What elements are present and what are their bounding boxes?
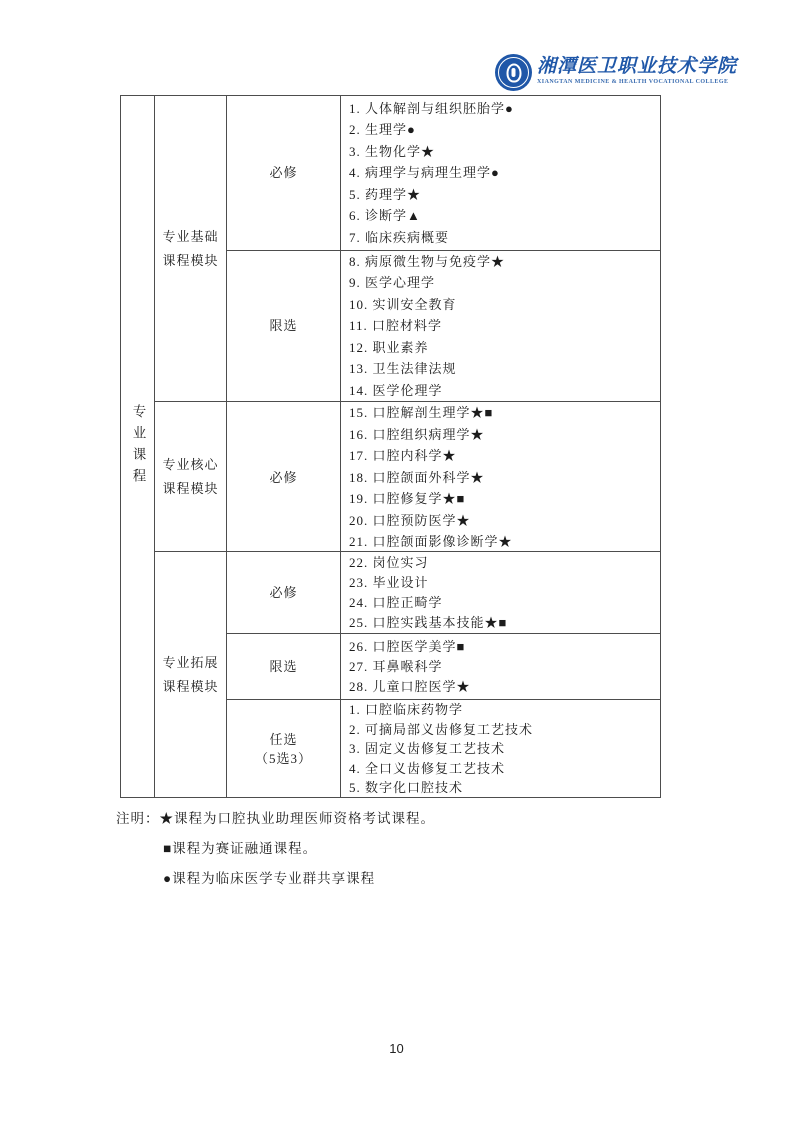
module-name-line: 课程模块 <box>162 480 219 496</box>
college-logo-icon <box>495 54 532 91</box>
course-item: 11. 口腔材料学 <box>349 318 443 333</box>
course-item: 2. 生理学● <box>349 122 416 137</box>
course-list <box>341 634 660 699</box>
section-type-label: 必修 <box>227 96 341 250</box>
section-type-label: 限选 <box>227 251 341 402</box>
course-list <box>341 96 660 250</box>
module-name-line: 课程模块 <box>162 678 219 694</box>
course-item: 21. 口腔颌面影像诊断学★ <box>349 534 513 549</box>
course-item: 26. 口腔医学美学■ <box>349 638 466 654</box>
course-item: 2. 可摘局部义齿修复工艺技术 <box>349 721 534 737</box>
section-optional-elective <box>227 699 660 798</box>
module-core-name <box>155 402 227 551</box>
module-basic-name <box>155 96 227 401</box>
note-line-2 <box>163 834 435 864</box>
note-line-3 <box>163 864 435 894</box>
category-column <box>121 96 155 797</box>
course-item: 18. 口腔颌面外科学★ <box>349 469 485 485</box>
category-label: 专业课程 <box>130 403 146 490</box>
section-type-label: 任选 （5选3） <box>227 700 341 798</box>
course-item: 13. 卫生法律法规 <box>349 361 457 376</box>
section-limited-elective <box>227 633 660 699</box>
course-item: 4. 全口义齿修复工艺技术 <box>349 760 506 776</box>
course-item: 3. 固定义齿修复工艺技术 <box>349 741 506 757</box>
section-type-label: 必修 <box>227 402 341 553</box>
course-item: 16. 口腔组织病理学★ <box>349 426 485 442</box>
course-item: 28. 儿童口腔医学★ <box>349 678 471 694</box>
note-item: ●课程为临床医学专业群共享课程 <box>163 871 376 886</box>
section-required <box>227 552 660 633</box>
course-item: 27. 耳鼻喉科学 <box>349 658 443 674</box>
course-item: 1. 人体解剖与组织胚胎学● <box>349 100 514 116</box>
course-item: 19. 口腔修复学★■ <box>349 491 466 506</box>
curriculum-table <box>120 95 661 798</box>
course-item: 1. 口腔临床药物学 <box>349 702 464 717</box>
course-item: 9. 医学心理学 <box>349 275 436 290</box>
course-item: 15. 口腔解剖生理学★■ <box>349 405 494 420</box>
module-name-line: 专业核心 <box>162 456 219 472</box>
course-item: 8. 病原微生物与免疫学★ <box>349 253 506 269</box>
modules-column <box>155 96 660 797</box>
note-item: ★课程为口腔执业助理医师资格考试课程。 <box>159 811 435 826</box>
section-type-label: 必修 <box>227 552 341 633</box>
logo-emblem <box>506 63 521 82</box>
course-item: 10. 实训安全教育 <box>349 296 457 312</box>
note-item: ■课程为赛证融通课程。 <box>163 841 318 856</box>
course-item: 24. 口腔正畸学 <box>349 594 443 610</box>
course-list <box>341 402 660 553</box>
course-item: 3. 生物化学★ <box>349 143 436 159</box>
course-item: 22. 岗位实习 <box>349 554 429 570</box>
course-item: 23. 毕业设计 <box>349 574 429 590</box>
section-required <box>227 402 660 553</box>
section-limited-elective <box>227 250 660 402</box>
section-required <box>227 96 660 250</box>
course-item: 25. 口腔实践基本技能★■ <box>349 614 508 630</box>
page-number: 10 <box>389 1041 404 1056</box>
module-name-line: 专业拓展 <box>162 654 219 670</box>
section-type-label: 限选 <box>227 634 341 699</box>
course-item: 7. 临床疾病概要 <box>349 229 450 245</box>
course-item: 5. 药理学★ <box>349 186 422 202</box>
course-item: 17. 口腔内科学★ <box>349 448 457 463</box>
course-list <box>341 700 660 798</box>
module-name-line: 专业基础 <box>162 228 219 244</box>
course-list <box>341 552 660 633</box>
course-item: 5. 数字化口腔技术 <box>349 780 464 796</box>
module-extension-name <box>155 552 227 798</box>
module-basic <box>155 96 660 401</box>
page-header <box>495 54 737 91</box>
module-extension <box>155 551 660 798</box>
college-name-block <box>537 54 737 85</box>
module-core <box>155 401 660 551</box>
course-item: 12. 职业素养 <box>349 339 429 355</box>
college-name-en: XIANGTAN MEDICINE & HEALTH VOCATIONAL COLLEGE <box>537 79 729 85</box>
college-name-zh: 湘潭医卫职业技术学院 <box>537 56 738 77</box>
notes-label: 注明： <box>116 811 160 826</box>
module-name-line: 课程模块 <box>162 252 219 268</box>
course-list <box>341 251 660 402</box>
course-item: 20. 口腔预防医学★ <box>349 512 471 528</box>
course-item: 6. 诊断学▲ <box>349 208 421 223</box>
note-line-1 <box>116 804 435 834</box>
legend-notes <box>116 804 435 894</box>
course-item: 14. 医学伦理学 <box>349 382 443 398</box>
course-item: 4. 病理学与病理生理学● <box>349 165 500 180</box>
